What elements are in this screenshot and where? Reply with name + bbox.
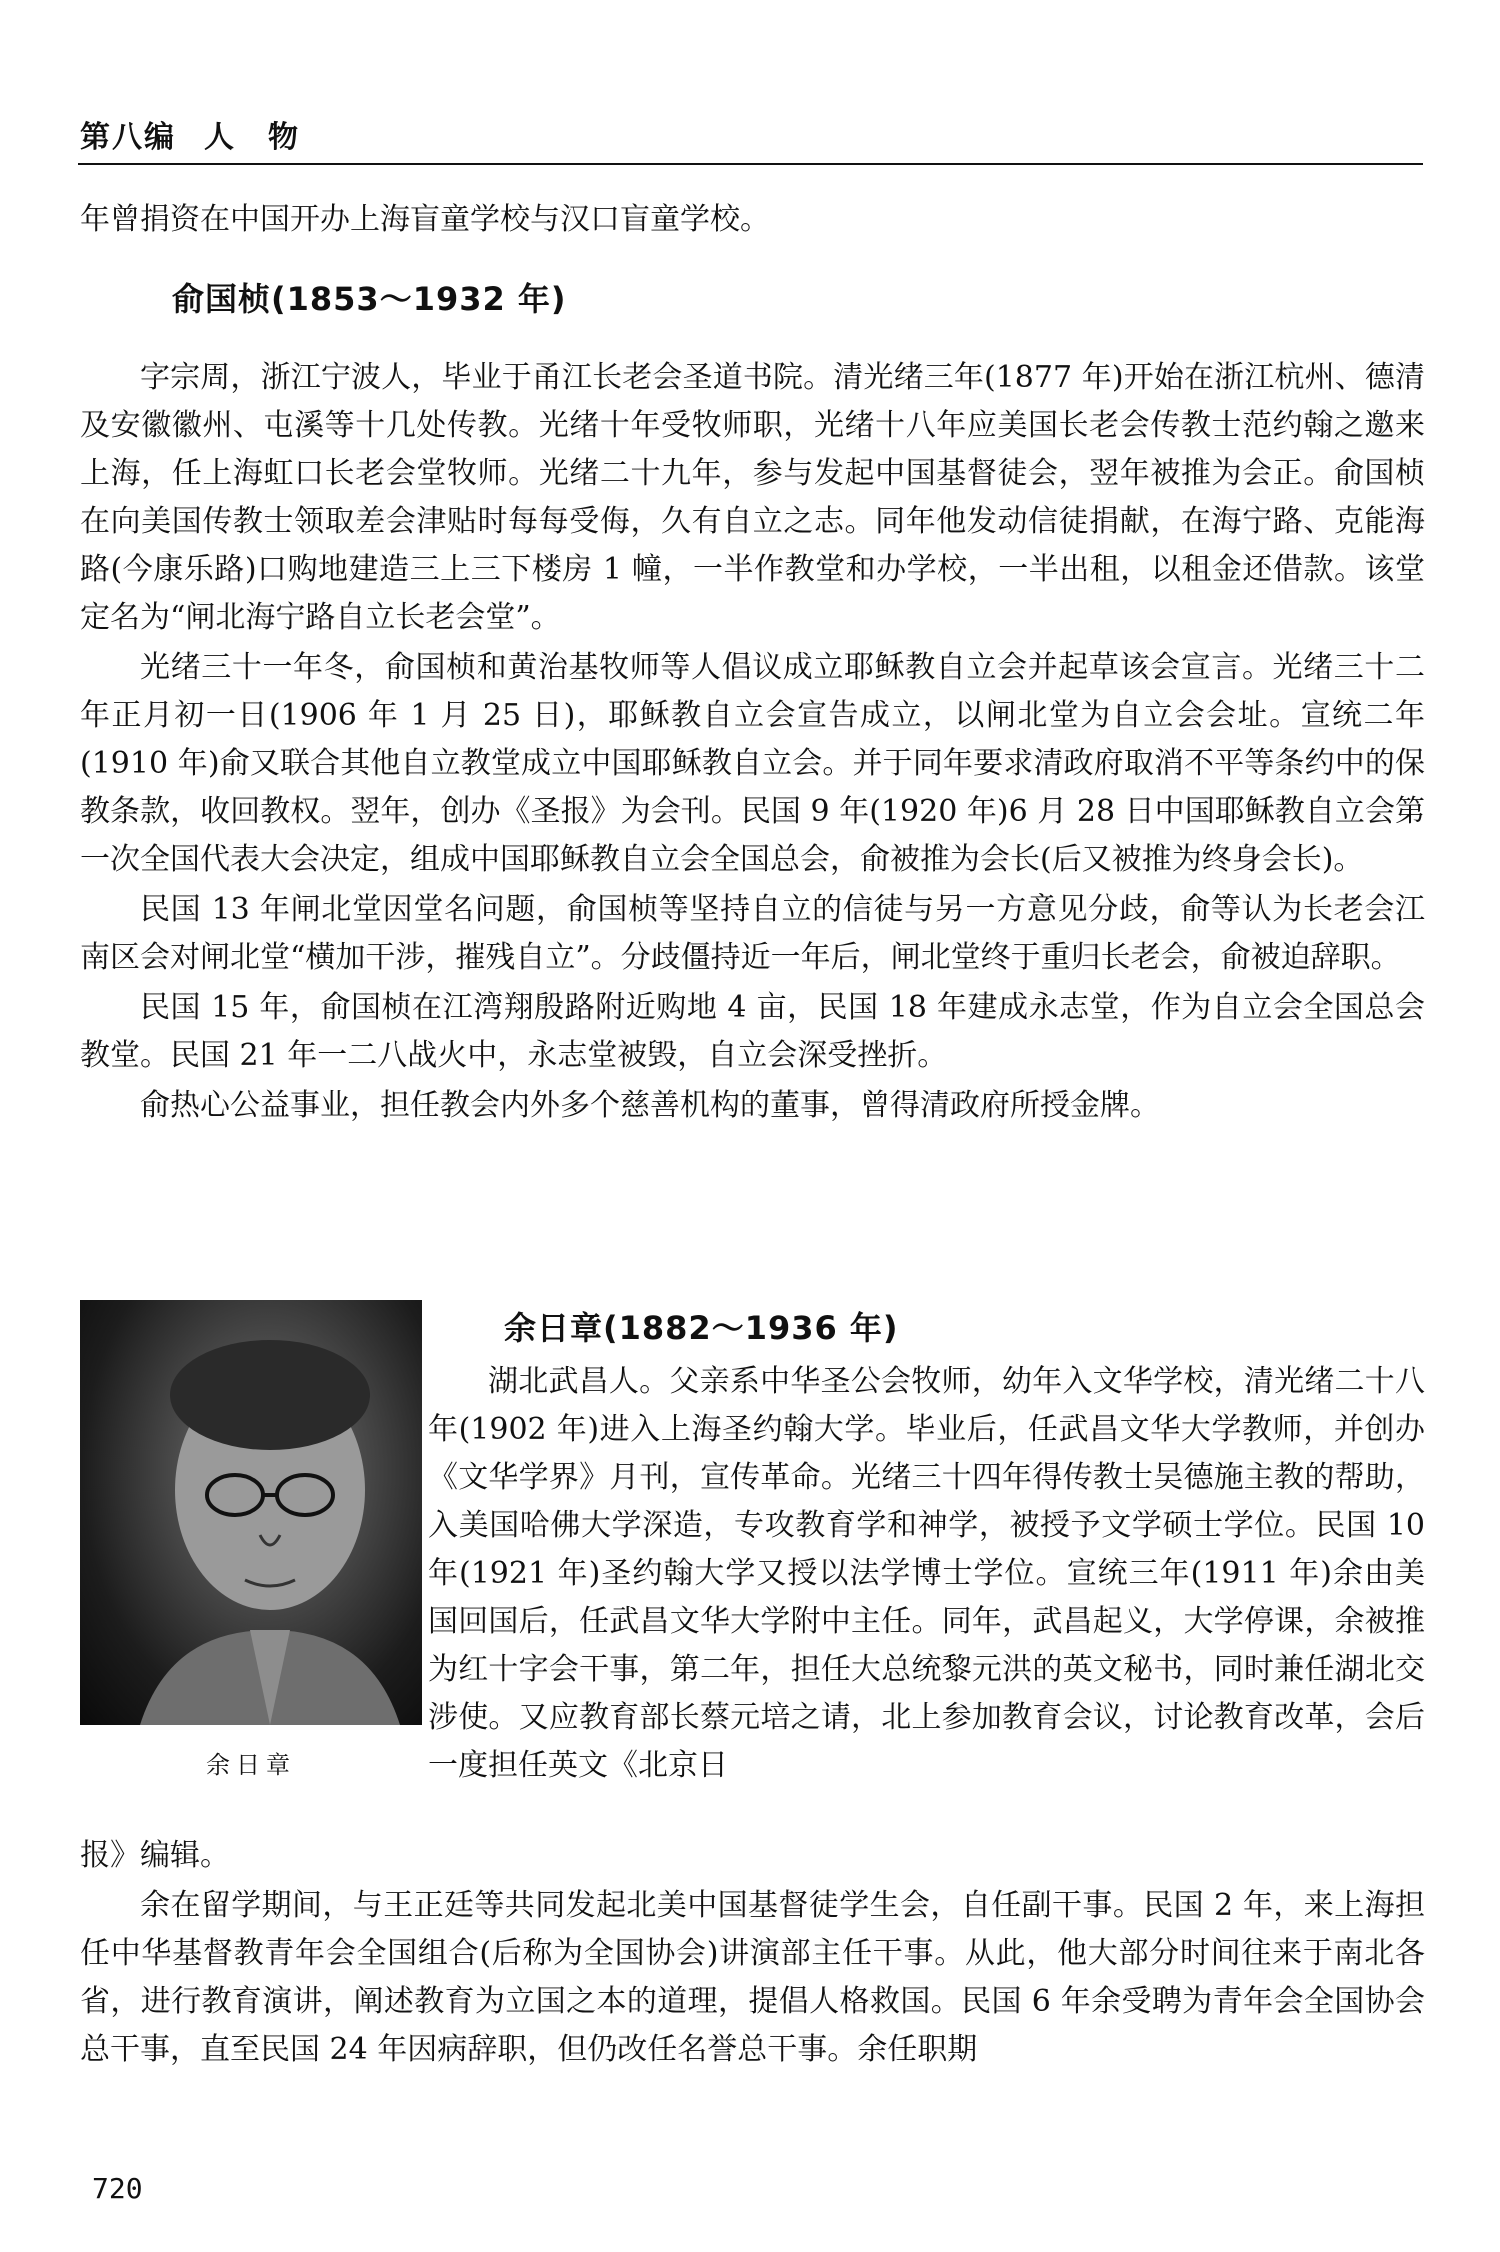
bio2-heading: 余日章(1882～1936 年) [504, 1309, 899, 1347]
intro-line: 年曾捐资在中国开办上海盲童学校与汉口盲童学校。 [80, 202, 770, 237]
portrait-caption: 余日章 [206, 1751, 296, 1779]
bio1-paragraph: 俞热心公益事业，担任教会内外多个慈善机构的董事，曾得清政府所授金牌。 [140, 1088, 1160, 1123]
header-rule [78, 163, 1423, 165]
page-number: 720 [92, 2172, 143, 2205]
bio1-paragraph: 民国 15 年，俞国桢在江湾翔殷路附近购地 4 亩，民国 18 年建成永志堂，作为自立会全国总会教堂。民国 21 年一二八战火中，永志堂被毁，自立会深受挫折。 [80, 990, 1425, 1073]
portrait-figure [80, 1300, 422, 1784]
part-label: 第八编 [80, 120, 176, 155]
bio1-paragraph: 字宗周，浙江宁波人，毕业于甬江长老会圣道书院。清光绪三年(1877 年)开始在浙江杭州、德清及安徽徽州、屯溪等十几处传教。光绪十年受牧师职，光绪十八年应美国长老会传教士范约翰之邀来上海，任上海虹口长老会堂牧师。光绪二十九年，参与发起中国基督徒会，翌年被推为会正。俞国桢在向美国传教士领取差会津贴时每每受侮，久有自立之志。同年他发动信徒捐献，在海宁路、克能海路(今康乐路)口购地建造三上三下楼房 1 幢，一半作教堂和办学校，一半出租，以租金还借款。该堂定名为“闸北海宁路自立长老会堂”。 [80, 360, 1425, 635]
section-label: 人 物 [204, 120, 300, 155]
bio2-body [80, 1832, 1425, 2076]
bio2-wrap-text [428, 1358, 1425, 1790]
portrait-photo [80, 1300, 422, 1725]
bio2-continuation: 报》编辑。 [80, 1838, 230, 1873]
bio1-paragraph: 民国 13 年闸北堂因堂名问题，俞国桢等坚持自立的信徒与另一方意见分歧，俞等认为长老会江南区会对闸北堂“横加干涉，摧残自立”。分歧僵持近一年后，闸北堂终于重归长老会，俞被迫辞职。 [80, 892, 1425, 975]
bio1-paragraph: 光绪三十一年冬，俞国桢和黄治基牧师等人倡议成立耶稣教自立会并起草该会宣言。光绪三十二年正月初一日(1906 年 1 月 25 日)，耶稣教自立会宣告成立，以闸北堂为自立会会址。宣统二年(1910 年)俞又联合其他自立教堂成立中国耶稣教自立会。并于同年要求清政府取消不平等条约中的保教条款，收回教权。翌年，创办《圣报》为会刊。民国 9 年(1920 年)6 月 28 日中国耶稣教自立会第一次全国代表大会决定，组成中国耶稣教自立会全国总会，俞被推为会长(后又被推为终身会长)。 [80, 650, 1425, 877]
bio1-body [80, 354, 1425, 1132]
running-header [80, 112, 300, 156]
bio2-wrap-paragraph: 湖北武昌人。父亲系中华圣公会牧师，幼年入文华学校，清光绪二十八年(1902 年)进入上海圣约翰大学。毕业后，任武昌文华大学教师，并创办《文华学界》月刊，宣传革命。光绪三十四年得传教士吴德施主教的帮助，入美国哈佛大学深造，专攻教育学和神学，被授予文学硕士学位。民国 10 年(1921 年)圣约翰大学又授以法学博士学位。宣统三年(1911 年)余由美国回国后，任武昌文华大学附中主任。同年，武昌起义，大学停课，余被推为红十字会干事，第二年，担任大总统黎元洪的英文秘书，同时兼任湖北交涉使。又应教育部长蔡元培之请，北上参加教育会议，讨论教育改革，会后一度担任英文《北京日 [428, 1364, 1425, 1783]
bio1-heading: 俞国桢(1853～1932 年) [172, 280, 567, 318]
bio2-paragraph: 余在留学期间，与王正廷等共同发起北美中国基督徒学生会，自任副干事。民国 2 年，来上海担任中华基督教青年会全国组合(后称为全国协会)讲演部主任干事。从此，他大部分时间往来于南北各省，进行教育演讲，阐述教育为立国之本的道理，提倡人格救国。民国 6 年余受聘为青年会全国协会总干事，直至民国 24 年因病辞职，但仍改任名誉总干事。余任职期 [80, 1888, 1425, 2067]
intro-text [80, 196, 1425, 246]
